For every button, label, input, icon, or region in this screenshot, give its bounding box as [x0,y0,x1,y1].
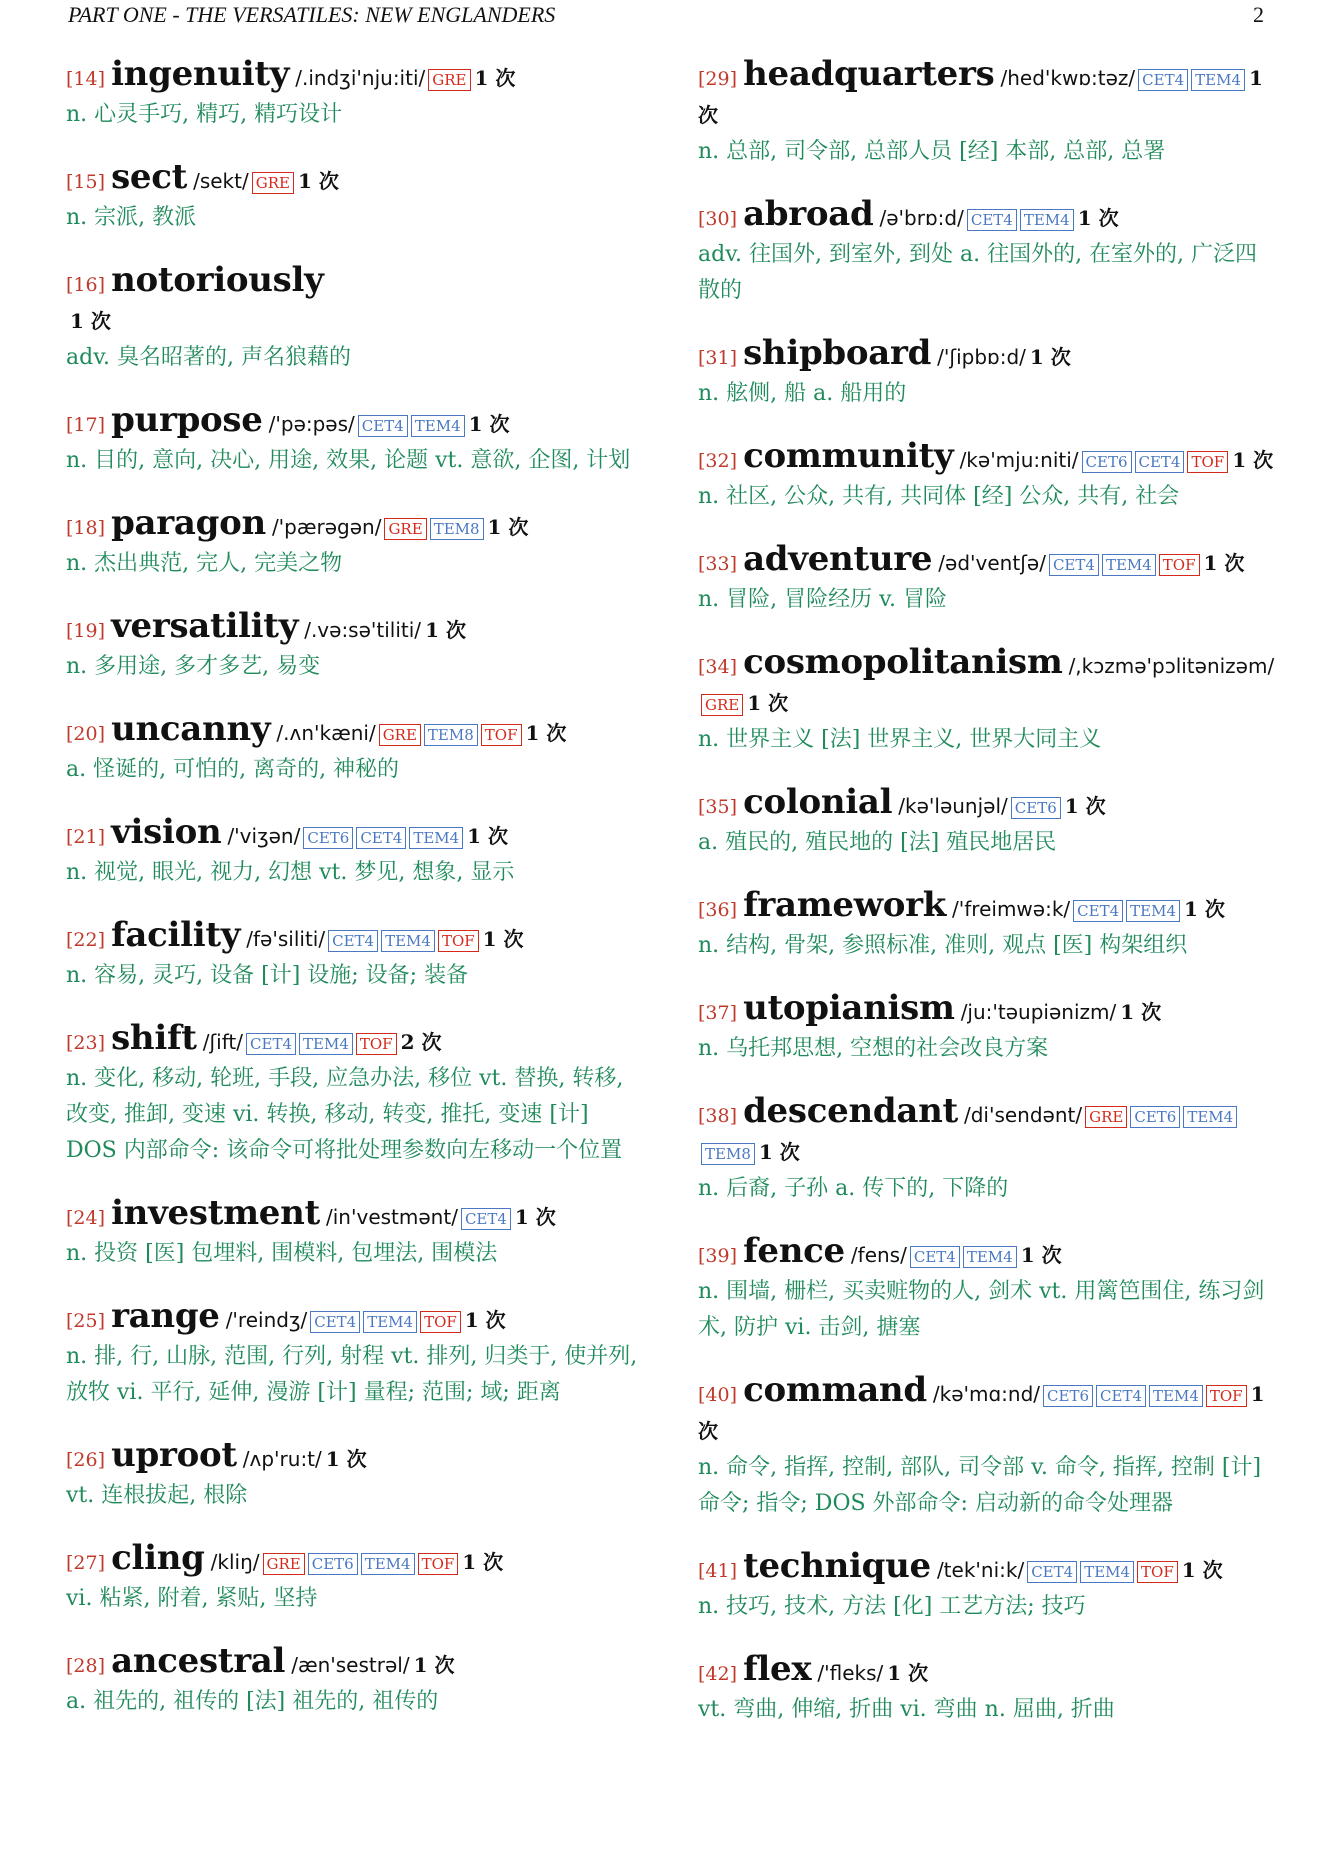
page-header [68,2,1264,32]
entry-number: [38] [698,1105,738,1127]
headword: fence [743,1231,845,1271]
definition: a. 殖民的, 殖民地的 [法] 殖民地居民 [698,830,1057,855]
headword: ancestral [111,1641,286,1681]
frequency-count: 1 次 [413,1653,455,1677]
entry-headline [698,196,1278,237]
vocab-entry [698,1093,1278,1207]
vocab-entry [66,1643,646,1720]
definition: n. 目的, 意向, 决心, 用途, 效果, 论题 vt. 意欲, 企图, 计划 [66,448,631,473]
pronunciation: /'pærəgən/ [271,515,382,539]
exam-tag-tem8: TEM8 [424,724,478,746]
exam-tag-cet6: CET6 [1082,451,1132,473]
exam-tag-tof: TOF [438,930,479,952]
definition: a. 怪诞的, 可怕的, 离奇的, 神秘的 [66,757,400,782]
pronunciation: /'fleks/ [817,1661,884,1685]
frequency-count: 1 次 [468,412,510,436]
entry-number: [31] [698,347,738,369]
exam-tag-tem4: TEM4 [1080,1561,1134,1583]
vocab-entry [66,917,646,994]
exam-tag-tem4: TEM4 [381,930,435,952]
entry-number: [30] [698,208,738,230]
headword: paragon [111,503,266,543]
headword: uncanny [111,709,271,749]
entry-headline [66,1195,646,1236]
entry-headline [66,917,646,958]
pronunciation: /'ʃipbɒ:d/ [937,345,1026,369]
frequency-count: 1 次 [1064,794,1106,818]
entry-number: [27] [66,1552,106,1574]
exam-tag-tem4: TEM4 [1102,554,1156,576]
exam-tag-cet4: CET4 [246,1033,296,1055]
exam-tag-tem4: TEM4 [363,1311,417,1333]
pronunciation: /sekt/ [193,169,249,193]
exam-tag-cet4: CET4 [1096,1385,1146,1407]
entry-number: [21] [66,826,106,848]
vocab-entry [66,608,646,685]
entry-number: [35] [698,796,738,818]
exam-tag-gre: GRE [428,69,470,91]
vocab-entry [698,56,1278,170]
definition: vt. 连根拔起, 根除 [66,1483,248,1508]
exam-tag-tem4: TEM4 [1020,209,1074,231]
frequency-count: 1 次 [1232,448,1274,472]
pronunciation: /'pə:pəs/ [268,412,355,436]
exam-tag-gre: GRE [1085,1106,1127,1128]
exam-tag-cet4: CET4 [967,209,1017,231]
pronunciation: /kə'mɑ:nd/ [932,1382,1041,1406]
frequency-count: 1 次 [1020,1243,1062,1267]
exam-tag-tem4: TEM4 [361,1553,415,1575]
entry-number: [16] [66,274,106,296]
right-column [698,56,1278,1754]
definition: n. 宗派, 教派 [66,205,197,230]
headword: uproot [111,1435,237,1475]
frequency-count: 1 次 [487,515,529,539]
pronunciation: /hed'kwɒ:təz/ [1000,66,1136,90]
exam-tag-cet6: CET6 [1011,797,1061,819]
frequency-count: 1 次 [425,618,466,642]
entry-headline [698,1093,1278,1171]
definition: n. 社区, 公众, 共有, 共同体 [经] 公众, 共有, 社会 [698,484,1180,509]
headword: community [743,436,954,476]
headword: colonial [743,782,893,822]
vocab-entry [66,1540,646,1617]
definition: n. 变化, 移动, 轮班, 手段, 应急办法, 移位 vt. 替换, 转移, 改变, 推卸, 变速 vi. 转换, 移动, 转变, 推托, 变速 [计] DOS 内部命令: 该命令可将批处理参数向左移动一个位置 [66,1066,624,1163]
definition: n. 排, 行, 山脉, 范围, 行列, 射程 vt. 排列, 归类于, 使并列, 放牧 vi. 平行, 延伸, 漫游 [计] 量程; 范围; 域; 距离 [66,1344,638,1405]
vocab-entry [698,196,1278,309]
entry-headline [66,56,646,97]
vocab-entry [66,711,646,788]
frequency-count: 1 次 [1077,206,1119,230]
vocab-entry [698,438,1278,515]
entry-number: [24] [66,1207,106,1229]
entry-number: [34] [698,656,738,678]
definition: n. 杰出典范, 完人, 完美之物 [66,551,343,576]
entry-headline [698,56,1278,134]
definition: n. 总部, 司令部, 总部人员 [经] 本部, 总部, 总署 [698,139,1166,164]
frequency-count: 1 次 [1203,551,1245,575]
headword: cosmopolitanism [743,642,1063,682]
frequency-count: 1 次 [1183,897,1225,921]
pronunciation: /.indʒi'nju:iti/ [295,66,426,90]
entry-headline [698,644,1278,722]
headword: purpose [111,400,263,440]
exam-tag-tem8: TEM8 [430,518,484,540]
entry-headline [66,1437,646,1478]
entry-headline [66,1540,646,1581]
definition: n. 围墙, 栅栏, 买卖赃物的人, 剑术 vt. 用篱笆围住, 练习剑术, 防护 vi. 击剑, 搪塞 [698,1279,1265,1340]
exam-tag-tem4: TEM4 [1183,1106,1237,1128]
pronunciation: /fə'siliti/ [246,927,326,951]
headword: range [111,1296,220,1336]
exam-tag-cet4: CET4 [461,1208,511,1230]
pronunciation: /di'sendənt/ [963,1103,1083,1127]
exam-tag-cet4: CET4 [328,930,378,952]
headword: cling [111,1538,205,1578]
definition: n. 容易, 灵巧, 设备 [计] 设施; 设备; 装备 [66,963,469,988]
entry-headline [698,1233,1278,1274]
vocab-entry [66,1020,646,1169]
vocab-entry [698,990,1278,1067]
exam-tag-tem4: TEM4 [1126,900,1180,922]
vocab-entry [66,814,646,891]
exam-tag-tem8: TEM8 [701,1143,755,1165]
exam-tag-tem4: TEM4 [1191,69,1245,91]
exam-tag-cet6: CET6 [1130,1106,1180,1128]
definition: n. 心灵手巧, 精巧, 精巧设计 [66,102,343,127]
pronunciation: /kə'ləunjəl/ [898,794,1008,818]
entry-headline [66,1643,646,1684]
pronunciation: /æn'sestrəl/ [291,1653,410,1677]
entry-number: [18] [66,517,106,539]
pronunciation: /ə'brɒ:d/ [879,206,964,230]
entry-number: [42] [698,1663,738,1685]
entry-number: [32] [698,450,738,472]
frequency-count: 1 次 [297,169,339,193]
exam-tag-tem4: TEM4 [411,415,465,437]
exam-tag-tem4: TEM4 [299,1033,353,1055]
exam-tag-cet4: CET4 [1027,1561,1077,1583]
entry-number: [40] [698,1384,738,1406]
pronunciation: /kliŋ/ [210,1550,260,1574]
definition: n. 后裔, 子孙 a. 传下的, 下降的 [698,1176,1009,1201]
exam-tag-cet4: CET4 [1049,554,1099,576]
definition: adv. 往国外, 到室外, 到处 a. 往国外的, 在室外的, 广泛四散的 [698,242,1258,303]
entry-number: [22] [66,929,106,951]
definition: vt. 弯曲, 伸缩, 折曲 vi. 弯曲 n. 屈曲, 折曲 [698,1697,1115,1722]
exam-tag-cet6: CET6 [303,827,353,849]
entry-headline [698,1548,1278,1589]
headword: shift [111,1018,197,1058]
exam-tag-tof: TOF [420,1311,461,1333]
entry-headline [698,335,1278,376]
definition: n. 多用途, 多才多艺, 易变 [66,654,321,679]
pronunciation: /ju:'təupiənizm/ [960,1000,1117,1024]
frequency-count: 1 次 [698,66,1263,127]
entry-number: [28] [66,1655,106,1677]
headword: command [743,1370,927,1410]
vocab-entry [66,1437,646,1514]
entry-headline [66,1298,646,1339]
definition: n. 投资 [医] 包埋料, 围模料, 包埋法, 围模法 [66,1241,498,1266]
frequency-count: 1 次 [482,927,524,951]
entry-number: [23] [66,1032,106,1054]
vocab-entry [698,887,1278,964]
pronunciation: /ʃift/ [202,1030,244,1054]
frequency-count: 1 次 [514,1205,556,1229]
entry-headline [698,1651,1278,1692]
exam-tag-tof: TOF [1187,451,1228,473]
entry-number: [39] [698,1245,738,1267]
vocab-entry [698,644,1278,758]
headword: versatility [111,606,299,646]
entry-headline [66,262,646,340]
entry-number: [20] [66,723,106,745]
pronunciation: /'reindʒ/ [225,1308,308,1332]
pronunciation: /ʌp'ru:t/ [242,1447,322,1471]
exam-tag-tof: TOF [1137,1561,1178,1583]
vocab-entry [66,402,646,479]
headword: adventure [743,539,933,579]
vocab-entry [698,1548,1278,1625]
headword: technique [743,1546,931,1586]
headword: ingenuity [111,54,290,94]
exam-tag-gre: GRE [252,172,294,194]
exam-tag-cet4: CET4 [910,1246,960,1268]
exam-tag-gre: GRE [263,1553,305,1575]
entry-number: [25] [66,1310,106,1332]
definition: n. 视觉, 眼光, 视力, 幻想 vt. 梦见, 想象, 显示 [66,860,515,885]
frequency-count: 1 次 [698,1382,1265,1443]
entry-headline [66,159,646,200]
headword: shipboard [743,333,932,373]
frequency-count: 1 次 [1181,1558,1223,1582]
vocab-entry [66,1298,646,1411]
definition: n. 乌托邦思想, 空想的社会改良方案 [698,1036,1049,1061]
entry-number: [15] [66,171,106,193]
vocab-entry [698,1651,1278,1728]
definition: a. 祖先的, 祖传的 [法] 祖先的, 祖传的 [66,1689,439,1714]
exam-tag-tem4: TEM4 [1149,1385,1203,1407]
pronunciation: /əd'ventʃə/ [938,551,1046,575]
definition: n. 世界主义 [法] 世界主义, 世界大同主义 [698,727,1102,752]
headword: sect [111,157,188,197]
exam-tag-tem4: TEM4 [963,1246,1017,1268]
headword: investment [111,1193,320,1233]
exam-tag-tof: TOF [356,1033,397,1055]
vocab-entry [66,159,646,236]
entry-headline [698,887,1278,928]
entry-headline [698,1372,1278,1450]
frequency-count: 1 次 [747,691,789,715]
exam-tag-tem4: TEM4 [409,827,463,849]
vocab-entry [66,262,646,376]
exam-tag-cet6: CET6 [1043,1385,1093,1407]
exam-tag-cet4: CET4 [356,827,406,849]
definition: vi. 粘紧, 附着, 紧贴, 坚持 [66,1586,318,1611]
entry-number: [36] [698,899,738,921]
exam-tag-tof: TOF [418,1553,459,1575]
frequency-count: 1 次 [325,1447,367,1471]
vocab-entry [66,1195,646,1272]
definition: n. 冒险, 冒险经历 v. 冒险 [698,587,947,612]
headword: facility [111,915,241,955]
entry-headline [66,402,646,443]
vocab-entry [698,1372,1278,1522]
exam-tag-cet4: CET4 [358,415,408,437]
frequency-count: 1 次 [758,1140,800,1164]
frequency-count: 2 次 [400,1030,442,1054]
entry-number: [19] [66,620,106,642]
exam-tag-cet4: CET4 [1073,900,1123,922]
entry-headline [698,541,1278,582]
entry-headline [66,505,646,546]
entry-number: [14] [66,68,106,90]
exam-tag-cet4: CET4 [1138,69,1188,91]
entry-headline [66,1020,646,1061]
exam-tag-gre: GRE [384,518,426,540]
definition: n. 结构, 骨架, 参照标准, 准则, 观点 [医] 构架组织 [698,933,1188,958]
headword: flex [743,1649,812,1689]
pronunciation: /'viʒən/ [227,824,301,848]
pronunciation: /in'vestmənt/ [326,1205,458,1229]
exam-tag-tof: TOF [1206,1385,1247,1407]
entry-number: [37] [698,1002,738,1024]
exam-tag-gre: GRE [701,694,743,716]
definition: n. 舷侧, 船 a. 船用的 [698,381,907,406]
vocab-entry [66,505,646,582]
page-number: 2 [1253,2,1264,27]
frequency-count: 1 次 [1029,345,1071,369]
left-column [66,56,646,1746]
vocab-entry [698,1233,1278,1346]
entry-headline [66,814,646,855]
frequency-count: 1 次 [887,1661,929,1685]
vocab-entry [698,335,1278,412]
header-title: PART ONE - THE VERSATILES: NEW ENGLANDERS [68,2,556,27]
frequency-count: 1 次 [464,1308,506,1332]
entry-headline [66,608,646,649]
pronunciation: /tek'ni:k/ [936,1558,1025,1582]
definition: n. 技巧, 技术, 方法 [化] 工艺方法; 技巧 [698,1594,1086,1619]
exam-tag-cet6: CET6 [308,1553,358,1575]
pronunciation: /kə'mju:niti/ [959,448,1079,472]
pronunciation: /,kɔzmə'pɔlitənizəm/ [1068,654,1275,678]
vocab-entry [698,784,1278,861]
headword: descendant [743,1091,958,1131]
headword: abroad [743,194,874,234]
headword: headquarters [743,54,995,94]
entry-number: [29] [698,68,738,90]
definition: adv. 臭名昭著的, 声名狼藉的 [66,345,351,370]
frequency-count: 1 次 [525,721,567,745]
pronunciation: /'freimwə:k/ [952,897,1071,921]
exam-tag-gre: GRE [379,724,421,746]
pronunciation: /.və:sə'tiliti/ [304,618,422,642]
vocab-entry [66,56,646,133]
headword: vision [111,812,222,852]
exam-tag-tof: TOF [1159,554,1200,576]
definition: n. 命令, 指挥, 控制, 部队, 司令部 v. 命令, 指挥, 控制 [计] 命令; 指令; DOS 外部命令: 启动新的命令处理器 [698,1455,1262,1516]
exam-tag-cet4: CET4 [310,1311,360,1333]
entry-headline [698,438,1278,479]
frequency-count: 1 次 [462,1550,504,1574]
frequency-count: 1 次 [1120,1000,1162,1024]
pronunciation: /.ʌn'kæni/ [276,721,376,745]
frequency-count: 1 次 [70,309,111,333]
entry-headline [698,990,1278,1031]
entry-number: [17] [66,414,106,436]
exam-tag-tof: TOF [481,724,522,746]
entry-number: [26] [66,1449,106,1471]
exam-tag-cet4: CET4 [1135,451,1185,473]
headword: utopianism [743,988,955,1028]
entry-number: [33] [698,553,738,575]
headword: notoriously [111,260,324,300]
frequency-count: 1 次 [467,824,509,848]
entry-headline [698,784,1278,825]
entry-number: [41] [698,1560,738,1582]
frequency-count: 1 次 [474,66,516,90]
headword: framework [743,885,946,925]
vocab-entry [698,541,1278,618]
entry-headline [66,711,646,752]
pronunciation: /fens/ [850,1243,907,1267]
